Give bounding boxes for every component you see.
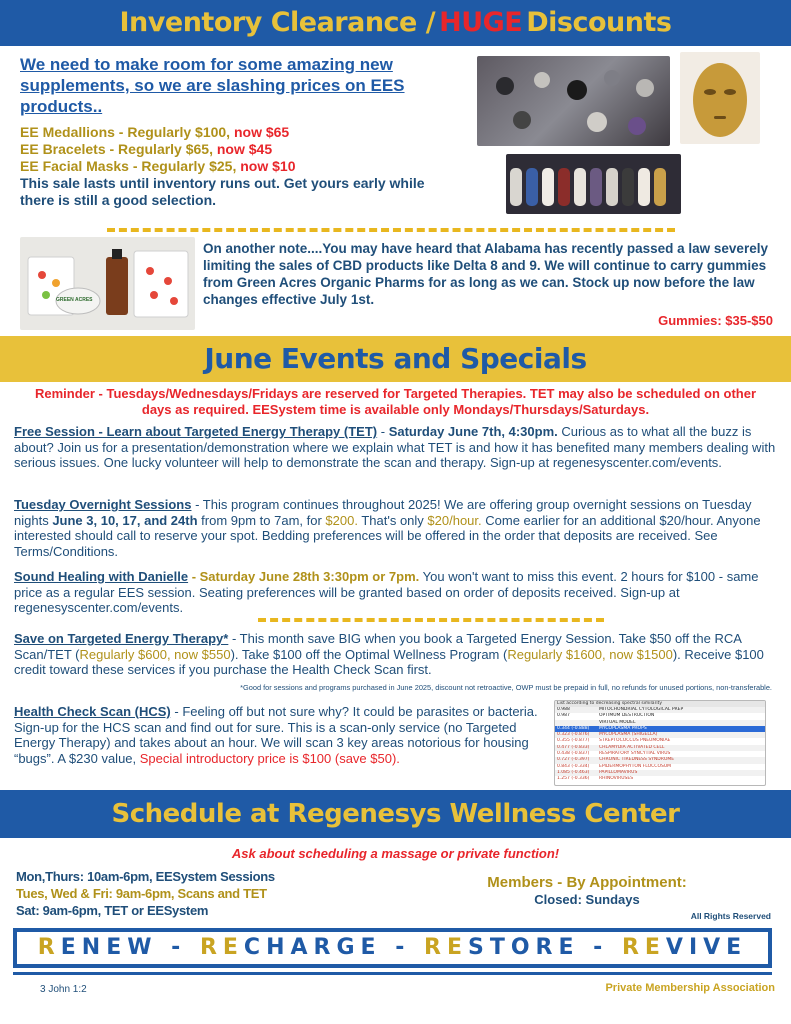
scan-table-row: 0.355 (-0.877) STREPTOCOCCUS PNEUMONIAE (557, 738, 671, 744)
hours-mon-thurs: Mon,Thurs: 10am-6pm, EESystem Sessions (16, 869, 275, 884)
bracelets-photo (506, 154, 681, 214)
scan-table-row: 0.988 MITOCHONDRIAL CYTOLOGICAL PREP (555, 707, 765, 713)
save-tet-title: Save on Targeted Energy Therapy* (14, 631, 229, 646)
banner-title-part3: Discounts (526, 7, 672, 38)
divider-dashes-1 (107, 228, 675, 232)
motto-box: RENEW - RECHARGE - RESTORE - REVIVE (13, 928, 772, 968)
hours-tue-wed-fri: Tues, Wed & Fri: 9am-6pm, Scans and TET (16, 886, 267, 901)
hcs-title: Health Check Scan (HCS) (14, 704, 171, 719)
scan-table-row: VIRTUAL MODEL (555, 720, 765, 726)
free-session-date: Saturday June 7th, 4:30pm. (388, 424, 558, 439)
scan-table-row: 0.477 (-0.833) CHLAMYDIA ACTIVATED CELL (555, 745, 765, 751)
verse: 3 John 1:2 (40, 984, 87, 995)
sale-note: This sale lasts until inventory runs out. Get yours early while there is still a good selection. (20, 175, 425, 208)
closed-sundays: Closed: Sundays (534, 892, 640, 907)
scan-table-row: 0.323 (-0.876) MYCOPLASMA (SHIGELLA) (555, 732, 765, 738)
save-tet-fineprint: *Good for sessions and programs purchased in June 2025, discount not retroactive, OWP must be prepaid in full, no refunds for unused portions, non-transferable. (240, 683, 772, 692)
scan-table-row: 0.987 OPTIMUM DESTRUCTION (557, 713, 655, 719)
event-sound-healing: Sound Healing with Danielle - Saturday June 28th 3:30pm or 7pm. You won't want to miss this event. 2 hours for $100 - same price as a regular EES session. Seating preferences will be granted based on order of deposits received. Sign-up at regenesyscenter.com/events. (14, 569, 759, 615)
private-membership: Private Membership Association (605, 982, 775, 994)
scan-table-row: 1.085 (-0.463) PAPILLOMAVIRUS (555, 770, 765, 776)
motto-revive: REVIVE (621, 935, 748, 960)
motto-underline (13, 972, 772, 975)
reminder: Reminder - Tuesdays/Wednesdays/Fridays are reserved for Targeted Therapies. TET may also be scheduled on other days as required. EESystem time is available only Mondays/Thursdays/Saturdays. (34, 386, 757, 417)
price-list (20, 124, 460, 209)
event-overnight: Tuesday Overnight Sessions - This program continues throughout 2025! We are offering group overnight sessions on Tuesday nights June 3, 10, 17, and 24th from 9pm to 7am, for $200. That's only $20/hour. Come earlier for an additional $20/hour. Anyone interested should call to reserve your spot. Bedding preferences will be offered in the order that deposits are received. See Terms/Conditions. (14, 497, 761, 559)
intro-text: We need to make room for some amazing new supplements, so we are slashing prices on EES products.. (20, 55, 405, 116)
gummies-price: Gummies: $35-$50 (658, 313, 773, 328)
sound-healing-title: Sound Healing with Danielle (14, 569, 189, 584)
scan-table-header: List according to decreasing spectral similarity (555, 701, 765, 707)
scan-table-row: 0.727 (-0.397) CHRONIC TIREDNESS SYNDROME (555, 757, 765, 763)
scan-table-row: 0.843 (-0.334) EPIDERMOPHYTON FLOCCOSUM (557, 763, 672, 769)
june-events-banner (0, 336, 791, 382)
medallions-drawing (477, 56, 670, 146)
gold-mask-drawing (680, 52, 760, 144)
price-item-bracelets: EE Bracelets - Regularly $65, now $45 (20, 141, 273, 157)
ask-note: Ask about scheduling a massage or private function! (231, 846, 560, 861)
motto-recharge: RECHARGE (199, 935, 382, 960)
bracelets-drawing (506, 154, 681, 214)
special-health-check-scan: Health Check Scan (HCS) - Feeling off but not sure why? It could be parasites or bacteria. Sign-up for the HCS scan and find out for sure. This is a scan-only service (no Targeted Energy Therapy) and takes about an hour. We will scan 3 key areas notorious for housing “bugs”. A $230 value, Special introductory price is $100 (save $50). (14, 704, 538, 766)
scan-table-rows (555, 707, 765, 783)
scan-table-row: 0.438 (-0.837) RESPIRATORY SYNCYTIAL VIRUS (557, 751, 671, 757)
banner-title-huge: HUGE (439, 7, 523, 38)
sound-healing-date: Saturday June 28th 3:30pm or 7pm. (199, 569, 420, 584)
motto-renew: RENEW (37, 935, 158, 960)
banner-title-part1: Inventory Clearance / (119, 7, 436, 38)
hours-sat: Sat: 9am-6pm, TET or EESystem (16, 903, 209, 918)
schedule-title: Schedule at Regenesys Wellness Center (111, 799, 680, 829)
cbd-note: On another note....You may have heard that Alabama has recently passed a law severely limiting the sales of CBD products like Delta 8 and 9. We will continue to carry gummies from Green Acres Organic Pharms for as long as we can. Stock up now before the law changes effective July 1st. (203, 241, 768, 307)
scan-table-row: 1.257 (-0.336) RHINOVIRUSES (557, 776, 634, 782)
hours-list (16, 868, 275, 919)
clearance-banner (0, 0, 791, 46)
members-appointment: Members - By Appointment: (487, 874, 687, 891)
price-item-masks: EE Facial Masks - Regularly $25, now $10 (20, 158, 296, 174)
scan-results-table (554, 700, 766, 786)
facial-mask-photo (680, 52, 760, 144)
free-session-title: Free Session - Learn about Targeted Energy Therapy (TET) (14, 424, 378, 439)
cbd-products-photo (20, 237, 195, 330)
gummy-label: GREEN ACRES (56, 297, 93, 303)
motto-restore: RESTORE (424, 935, 580, 960)
special-save-tet: Save on Targeted Energy Therapy* - This month save BIG when you book a Targeted Energy Session. Take $50 off the RCA Scan/TET (Regularly $600, now $550). Take $100 off the Optimal Wellness Program (Regularly $1600, now $1500). Receive $100 credit toward these services if you purchase the Health Check Scan first. (14, 631, 764, 677)
price-item-medallions: EE Medallions - Regularly $100, now $65 (20, 124, 290, 140)
all-rights-reserved: All Rights Reserved (690, 911, 771, 921)
overnight-title: Tuesday Overnight Sessions (14, 497, 192, 512)
schedule-banner (0, 790, 791, 838)
june-events-title: June Events and Specials (204, 342, 587, 375)
cbd-products-drawing (20, 237, 195, 330)
divider-dashes-2 (258, 618, 604, 622)
scan-table-row: 0.344 (-0.888) MYCOPLASMA PROPS (555, 726, 765, 732)
event-free-session: Free Session - Learn about Targeted Energy Therapy (TET) - Saturday June 7th, 4:30pm. Curious as to what all the buzz is about? Join us for a presentation/demonstration where we explain what TET is and how it has benefited many members dealing with serious issues. One lucky volunteer will help to demonstrate the scan and therapy. Sign-up at regenesyscenter.com/events. (14, 424, 776, 470)
medallions-photo (477, 56, 670, 146)
